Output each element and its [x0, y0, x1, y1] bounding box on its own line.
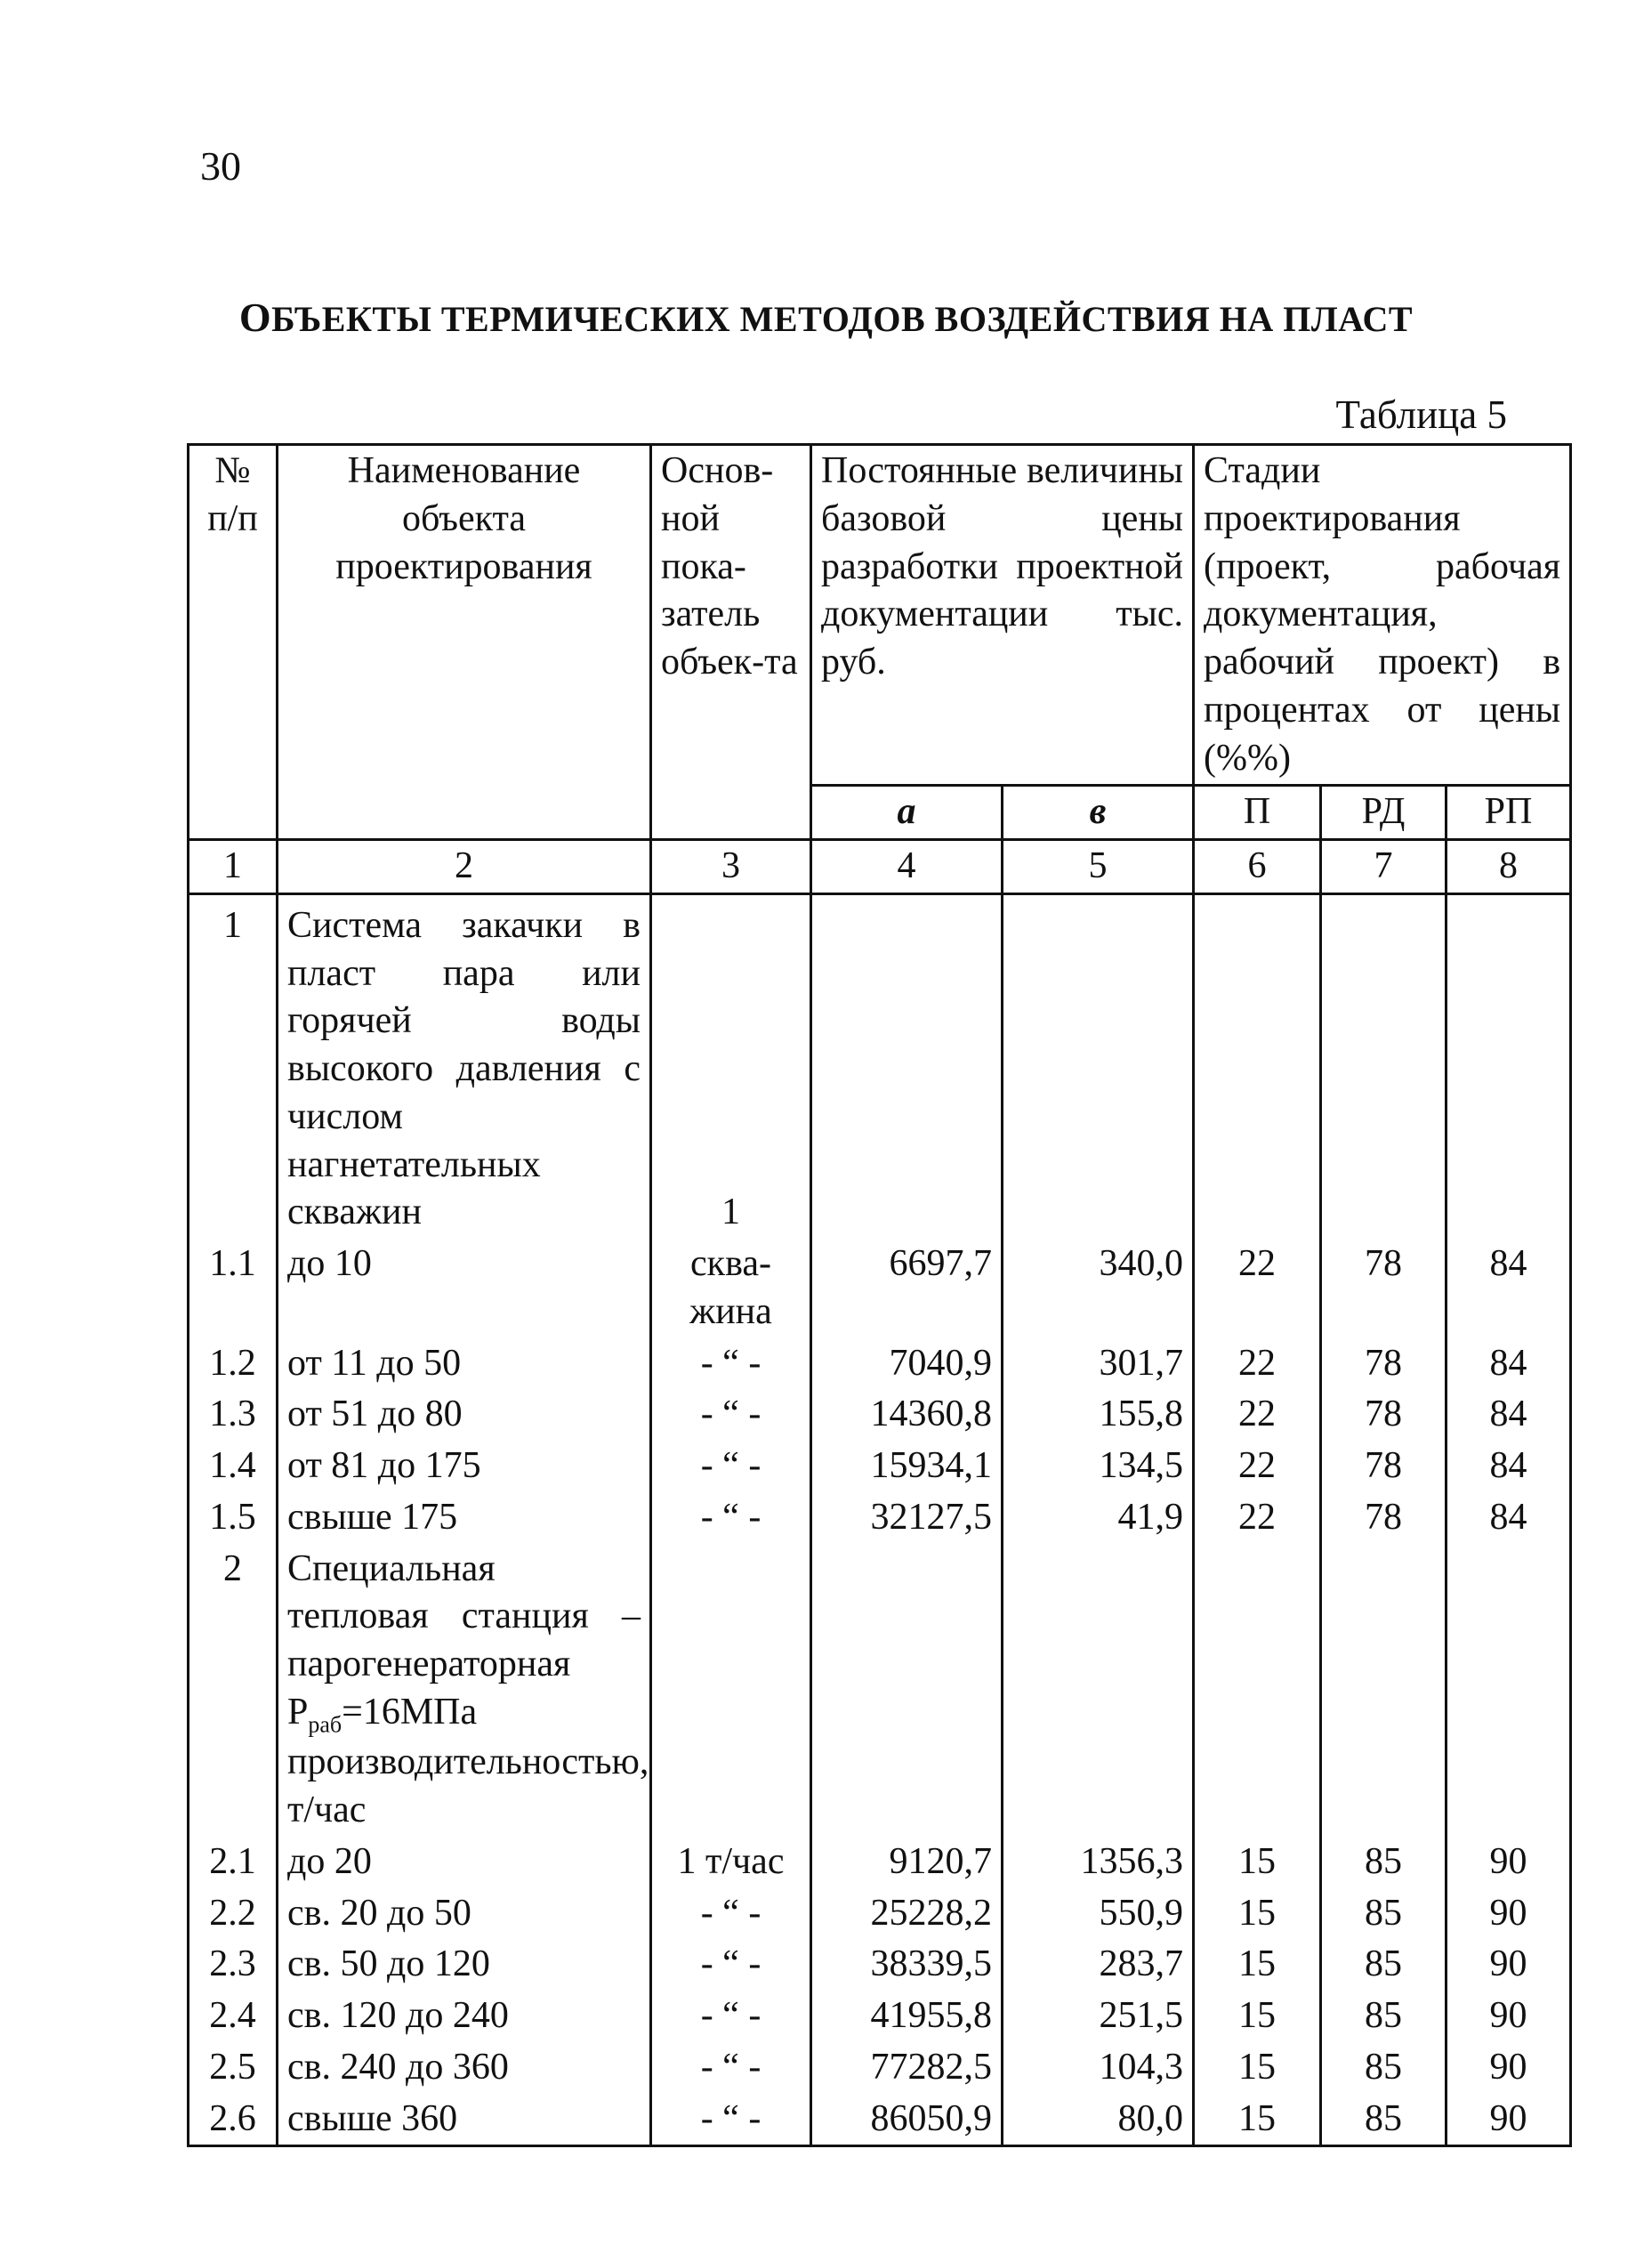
- header-constants: Постоянные величины базовой цены разработки проектной документации тыс. руб.: [811, 445, 1194, 786]
- row-name: свыше 360: [278, 2094, 651, 2146]
- row-name: св. 120 до 240: [278, 1991, 651, 2042]
- row-value-a: 77282,5: [811, 2042, 1003, 2094]
- row-indicator: 1 т/час: [651, 1837, 811, 1888]
- row-indicator: - “ -: [651, 2094, 811, 2146]
- row-value-a: 41955,8: [811, 1991, 1003, 2042]
- row-value-p: 15: [1194, 1837, 1321, 1888]
- page-number: 30: [200, 143, 241, 189]
- col-number: 4: [811, 840, 1003, 894]
- row-value-p: 22: [1194, 1239, 1321, 1338]
- row-value-rp: 90: [1447, 1939, 1571, 1991]
- row-value-rd: 78: [1321, 1492, 1447, 1544]
- row-value-rd: 85: [1321, 2042, 1447, 2094]
- row-value-rp: 90: [1447, 1991, 1571, 2042]
- row-value-p: 15: [1194, 2042, 1321, 2094]
- row-name: свыше 175: [278, 1492, 651, 1544]
- row-value-rd: 78: [1321, 1389, 1447, 1441]
- row-value-p: 15: [1194, 1888, 1321, 1940]
- row-indicator: - “ -: [651, 1939, 811, 1991]
- table-row: [189, 1338, 1571, 1390]
- col-number: 7: [1321, 840, 1447, 894]
- group-indicator: 1: [651, 893, 811, 1239]
- group-row-2: [189, 1544, 1571, 1837]
- table-row: [189, 1492, 1571, 1544]
- row-value-v: 550,9: [1003, 1888, 1194, 1940]
- row-value-p: 22: [1194, 1389, 1321, 1441]
- row-number: 2.3: [189, 1939, 278, 1991]
- group-number: 1: [189, 893, 278, 1239]
- group-name-part-b: производительностью, т/час: [287, 1741, 649, 1831]
- header-stages: Стадии проектирования (проект, рабочая документация, рабочий проект) в процентах от цены (%%): [1194, 445, 1571, 786]
- row-number: 2.4: [189, 1991, 278, 2042]
- pressure-subscript: раб: [308, 1711, 342, 1738]
- row-value-a: 7040,9: [811, 1338, 1003, 1390]
- row-value-v: 283,7: [1003, 1939, 1194, 1991]
- row-name: св. 50 до 120: [278, 1939, 651, 1991]
- group-name-part-a: Специальная тепловая станция – парогенераторная: [287, 1547, 641, 1684]
- table-row: [189, 1441, 1571, 1492]
- table-row: [189, 2094, 1571, 2146]
- row-indicator: - “ -: [651, 1441, 811, 1492]
- header-p: П: [1194, 786, 1321, 840]
- document-title: [0, 294, 1652, 341]
- row-value-a: 9120,7: [811, 1837, 1003, 1888]
- row-name: до 10: [278, 1239, 651, 1338]
- row-indicator: - “ -: [651, 1991, 811, 2042]
- row-name: от 81 до 175: [278, 1441, 651, 1492]
- row-value-rd: 85: [1321, 1939, 1447, 1991]
- header-row: [189, 445, 1571, 786]
- row-value-a: 15934,1: [811, 1441, 1003, 1492]
- header-name: Наименование объекта проектирования: [278, 445, 651, 840]
- table-row: [189, 1837, 1571, 1888]
- header-no: № п/п: [189, 445, 278, 840]
- table-row: [189, 1939, 1571, 1991]
- row-value-rd: 85: [1321, 1888, 1447, 1940]
- row-value-p: 15: [1194, 2094, 1321, 2146]
- row-value-rp: 84: [1447, 1338, 1571, 1390]
- row-value-rp: 84: [1447, 1441, 1571, 1492]
- table-row: [189, 1991, 1571, 2042]
- row-value-a: 25228,2: [811, 1888, 1003, 1940]
- row-value-rp: 84: [1447, 1492, 1571, 1544]
- row-number: 1.5: [189, 1492, 278, 1544]
- row-value-v: 41,9: [1003, 1492, 1194, 1544]
- row-value-rp: 90: [1447, 1888, 1571, 1940]
- row-number: 2.5: [189, 2042, 278, 2094]
- row-number: 2.2: [189, 1888, 278, 1940]
- row-value-rd: 85: [1321, 1991, 1447, 2042]
- table-row: [189, 1239, 1571, 1338]
- row-indicator: сква-жина: [651, 1239, 811, 1338]
- row-indicator: - “ -: [651, 1389, 811, 1441]
- column-number-row: [189, 840, 1571, 894]
- row-name: от 51 до 80: [278, 1389, 651, 1441]
- col-number: 5: [1003, 840, 1194, 894]
- row-value-a: 6697,7: [811, 1239, 1003, 1338]
- row-value-rd: 85: [1321, 2094, 1447, 2146]
- col-number: 8: [1447, 840, 1571, 894]
- row-number: 1.4: [189, 1441, 278, 1492]
- row-value-a: 32127,5: [811, 1492, 1003, 1544]
- row-value-rd: 78: [1321, 1338, 1447, 1390]
- row-value-rd: 78: [1321, 1239, 1447, 1338]
- row-value-rp: 84: [1447, 1389, 1571, 1441]
- row-value-rd: 85: [1321, 1837, 1447, 1888]
- row-value-p: 22: [1194, 1492, 1321, 1544]
- table-caption: Таблица 5: [1335, 392, 1507, 437]
- header-rp: РП: [1447, 786, 1571, 840]
- row-value-p: 22: [1194, 1441, 1321, 1492]
- row-value-v: 251,5: [1003, 1991, 1194, 2042]
- row-value-rd: 78: [1321, 1441, 1447, 1492]
- row-name: до 20: [278, 1837, 651, 1888]
- col-number: 2: [278, 840, 651, 894]
- row-value-v: 104,3: [1003, 2042, 1194, 2094]
- row-indicator: - “ -: [651, 1888, 811, 1940]
- row-value-v: 301,7: [1003, 1338, 1194, 1390]
- header-indicator: Основ-ной пока-затель объек-та: [651, 445, 811, 840]
- row-value-rp: 90: [1447, 2094, 1571, 2146]
- row-value-a: 86050,9: [811, 2094, 1003, 2146]
- pressure-symbol: P: [287, 1691, 309, 1733]
- col-number: 1: [189, 840, 278, 894]
- row-value-p: 15: [1194, 1939, 1321, 1991]
- header-rd: РД: [1321, 786, 1447, 840]
- row-indicator: - “ -: [651, 1492, 811, 1544]
- pressure-value: =16МПа: [342, 1691, 478, 1733]
- title-initial: О: [238, 295, 272, 340]
- table-row: [189, 2042, 1571, 2094]
- row-value-rp: 90: [1447, 1837, 1571, 1888]
- row-indicator: - “ -: [651, 2042, 811, 2094]
- data-table: [187, 443, 1572, 2147]
- row-number: 2.6: [189, 2094, 278, 2146]
- row-number: 1.3: [189, 1389, 278, 1441]
- group-name: Система закачки в пласт пара или горячей воды высокого давления с числом нагнетательных скважин: [278, 893, 651, 1239]
- row-value-v: 155,8: [1003, 1389, 1194, 1441]
- row-name: св. 20 до 50: [278, 1888, 651, 1940]
- row-value-rp: 84: [1447, 1239, 1571, 1338]
- row-value-v: 134,5: [1003, 1441, 1194, 1492]
- group-number: 2: [189, 1544, 278, 1837]
- header-a: а: [811, 786, 1003, 840]
- row-number: 1.1: [189, 1239, 278, 1338]
- col-number: 6: [1194, 840, 1321, 894]
- table-row: [189, 1888, 1571, 1940]
- row-value-v: 340,0: [1003, 1239, 1194, 1338]
- title-text: БЪЕКТЫ ТЕРМИЧЕСКИХ МЕТОДОВ ВОЗДЕЙСТВИЯ НА ПЛАСТ: [271, 299, 1414, 339]
- row-value-v: 80,0: [1003, 2094, 1194, 2146]
- group-name: [278, 1544, 651, 1837]
- row-value-v: 1356,3: [1003, 1837, 1194, 1888]
- row-number: 1.2: [189, 1338, 278, 1390]
- header-v: в: [1003, 786, 1194, 840]
- row-value-rp: 90: [1447, 2042, 1571, 2094]
- row-value-p: 22: [1194, 1338, 1321, 1390]
- row-value-a: 14360,8: [811, 1389, 1003, 1441]
- row-name: св. 240 до 360: [278, 2042, 651, 2094]
- row-number: 2.1: [189, 1837, 278, 1888]
- table-row: [189, 1389, 1571, 1441]
- row-indicator: - “ -: [651, 1338, 811, 1390]
- row-value-p: 15: [1194, 1991, 1321, 2042]
- col-number: 3: [651, 840, 811, 894]
- group-row-1: [189, 893, 1571, 1239]
- row-value-a: 38339,5: [811, 1939, 1003, 1991]
- row-name: от 11 до 50: [278, 1338, 651, 1390]
